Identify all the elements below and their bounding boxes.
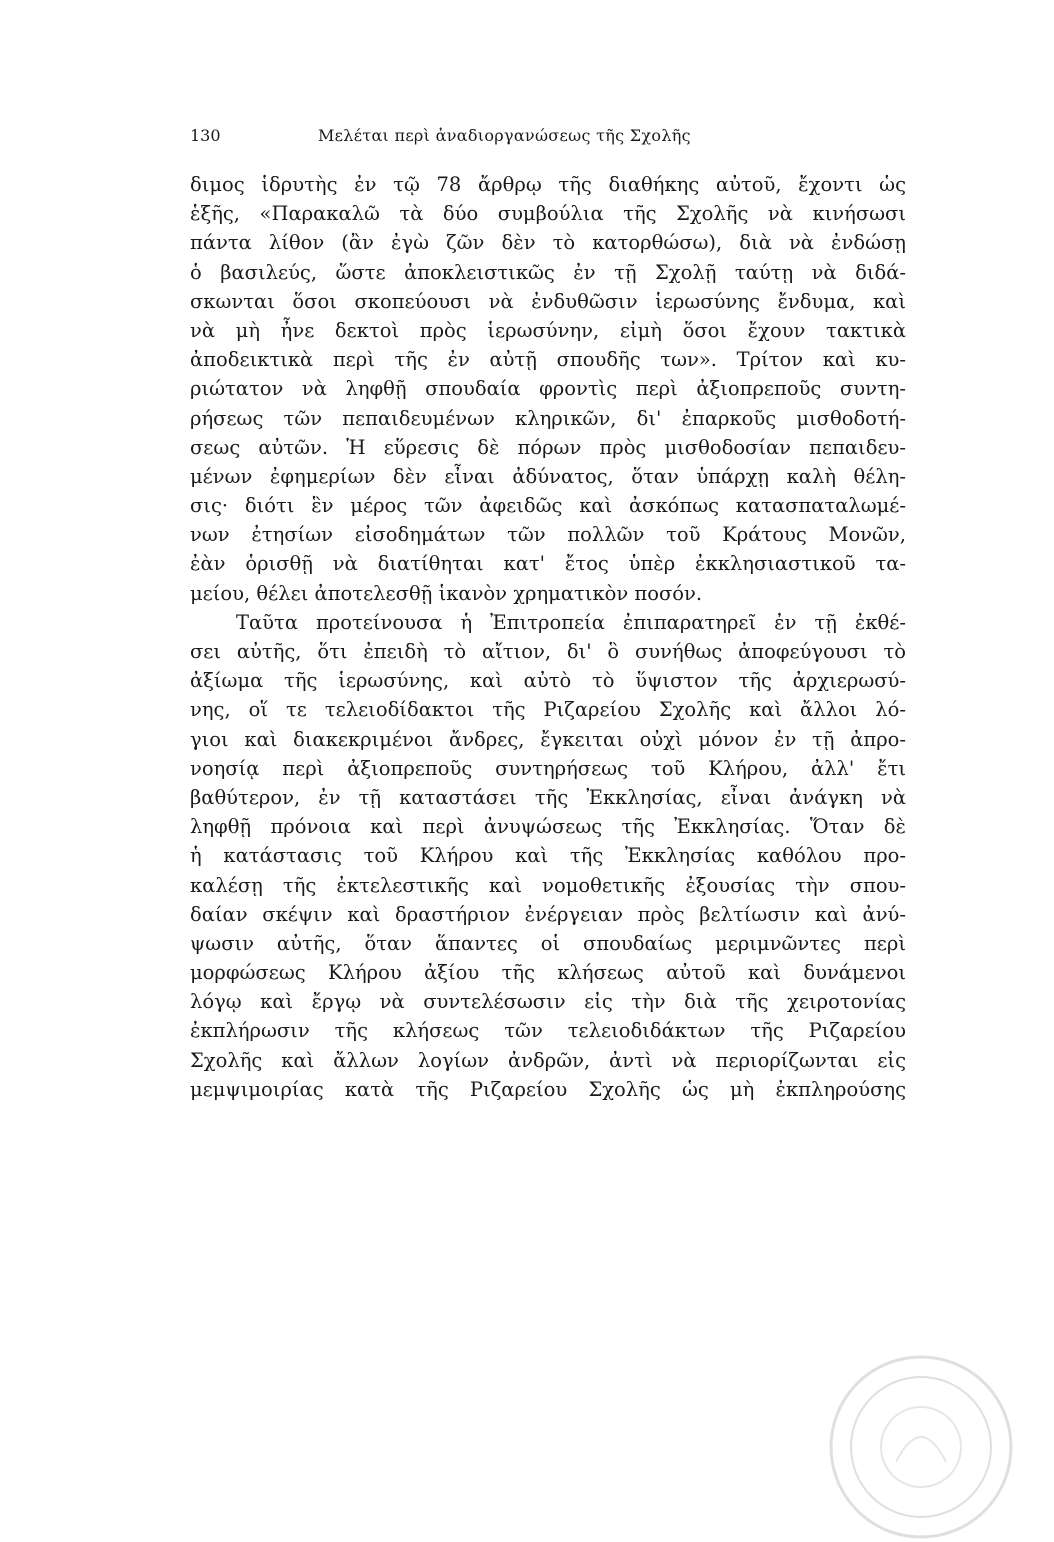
text-line: ἀποδεικτικὰ περὶ τῆς ἐν αὐτῇ σπουδῆς των». Τρίτον καὶ κυ-	[190, 348, 906, 372]
text-line: Σχολῆς καὶ ἄλλων λογίων ἀνδρῶν, ἀντὶ νὰ περιορίζωνται εἰς	[190, 1048, 906, 1072]
text-line: ὁ βασιλεύς, ὥστε ἀποκλειστικῶς ἐν τῇ Σχολῇ ταύτῃ νὰ διδά-	[190, 260, 906, 284]
text-line: ληφθῇ πρόνοια καὶ περὶ ἀνυψώσεως τῆς Ἐκκλησίας. Ὅταν δὲ	[190, 815, 906, 839]
text-line: διμος ἱδρυτὴς ἐν τῷ 78 ἄρθρῳ τῆς διαθήκης αὐτοῦ, ἔχοντι ὡς	[190, 173, 906, 196]
text-line: μεμψιμοιρίας κατὰ τῆς Ριζαρείου Σχολῆς ὡς μὴ ἐκπληρούσης	[190, 1077, 906, 1101]
text-line: νοησίᾳ περὶ ἀξιοπρεποῦς συντηρήσεως τοῦ Κλήρου, ἀλλ' ἔτι	[190, 756, 906, 780]
body-text	[190, 170, 906, 1104]
text-line: νὰ μὴ ἦνε δεκτοὶ πρὸς ἱερωσύνην, εἰμὴ ὅσοι ἔχουν τακτικὰ	[190, 318, 906, 342]
text-line: ἐὰν ὁρισθῇ νὰ διατίθηται κατ' ἔτος ὑπὲρ ἐκκλησιαστικοῦ τα-	[190, 552, 906, 576]
text-line: Ταῦτα προτείνουσα ἡ Ἐπιτροπεία ἐπιπαρατηρεῖ ἐν τῇ ἐκθέ-	[236, 610, 906, 634]
text-line: ἡ κατάστασις τοῦ Κλήρου καὶ τῆς Ἐκκλησίας καθόλου προ-	[190, 844, 906, 868]
text-line: νων ἐτησίων εἰσοδημάτων τῶν πολλῶν τοῦ Κράτους Μονῶν,	[190, 523, 906, 547]
text-line: ψωσιν αὐτῆς, ὅταν ἅπαντες οἱ σπουδαίως μεριμνῶντες περὶ	[190, 931, 906, 955]
running-title: Μελέται περὶ ἀναδιοργανώσεως τῆς Σχολῆς	[318, 126, 691, 145]
text-line: ἀξίωμα τῆς ἱερωσύνης, καὶ αὐτὸ τὸ ὕψιστον τῆς ἀρχιερωσύ-	[190, 669, 906, 693]
text-line: ἑξῆς, «Παρακαλῶ τὰ δύο συμβούλια τῆς Σχολῆς νὰ κινήσωσι	[190, 202, 906, 226]
text-line: νης, οἵ τε τελειοδίδακτοι τῆς Ριζαρείου Σχολῆς καὶ ἄλλοι λό-	[190, 698, 906, 722]
text-line: ριώτατον νὰ ληφθῇ σπουδαία φροντὶς περὶ ἀξιοπρεποῦς συντη-	[190, 377, 906, 401]
text-line: πάντα λίθον (ἂν ἐγὼ ζῶν δὲν τὸ κατορθώσω), διὰ νὰ ἐνδώσῃ	[190, 231, 906, 255]
page-header	[190, 126, 910, 156]
text-line: βαθύτερον, ἐν τῇ καταστάσει τῆς Ἐκκλησίας, εἶναι ἀνάγκη νὰ	[190, 785, 906, 809]
text-line: μορφώσεως Κλήρου ἀξίου τῆς κλήσεως αὐτοῦ καὶ δυνάμενοι	[190, 961, 906, 985]
text-line: δαίαν σκέψιν καὶ δραστήριον ἐνέργειαν πρὸς βελτίωσιν καὶ ἀνύ-	[190, 902, 906, 926]
text-line: σις· διότι ἓν μέρος τῶν ἀφειδῶς καὶ ἀσκόπως κατασπαταλωμέ-	[190, 494, 906, 518]
text-line: ἐκπλήρωσιν τῆς κλήσεως τῶν τελειοδιδάκτων τῆς Ριζαρείου	[190, 1019, 906, 1043]
text-line: μένων ἐφημερίων δὲν εἶναι ἀδύνατος, ὅταν ὑπάρχῃ καλὴ θέλη-	[190, 464, 906, 488]
library-stamp-watermark	[826, 1352, 1016, 1542]
text-line: ρήσεως τῶν πεπαιδευμένων κληρικῶν, δι' ἐπαρκοῦς μισθοδοτή-	[190, 406, 906, 430]
text-line: καλέσῃ τῆς ἐκτελεστικῆς καὶ νομοθετικῆς ἐξουσίας τὴν σπου-	[190, 873, 906, 897]
page-number: 130	[190, 126, 221, 145]
text-line: σκωνται ὅσοι σκοπεύουσι νὰ ἐνδυθῶσιν ἱερωσύνης ἔνδυμα, καὶ	[190, 289, 906, 313]
text-line: σεως αὐτῶν. Ἡ εὕρεσις δὲ πόρων πρὸς μισθοδοσίαν πεπαιδευ-	[190, 435, 906, 459]
text-line: σει αὐτῆς, ὅτι ἐπειδὴ τὸ αἴτιον, δι' ὃ συνήθως ἀποφεύγουσι τὸ	[190, 640, 906, 663]
text-line: μείου, θέλει ἀποτελεσθῇ ἱκανὸν χρηματικὸν ποσόν.	[190, 581, 703, 605]
text-line: λόγῳ καὶ ἔργῳ νὰ συντελέσωσιν εἰς τὴν διὰ τῆς χειροτονίας	[190, 990, 906, 1014]
text-line: γιοι καὶ διακεκριμένοι ἄνδρες, ἔγκειται οὐχὶ μόνον ἐν τῇ ἀπρο-	[190, 727, 906, 751]
